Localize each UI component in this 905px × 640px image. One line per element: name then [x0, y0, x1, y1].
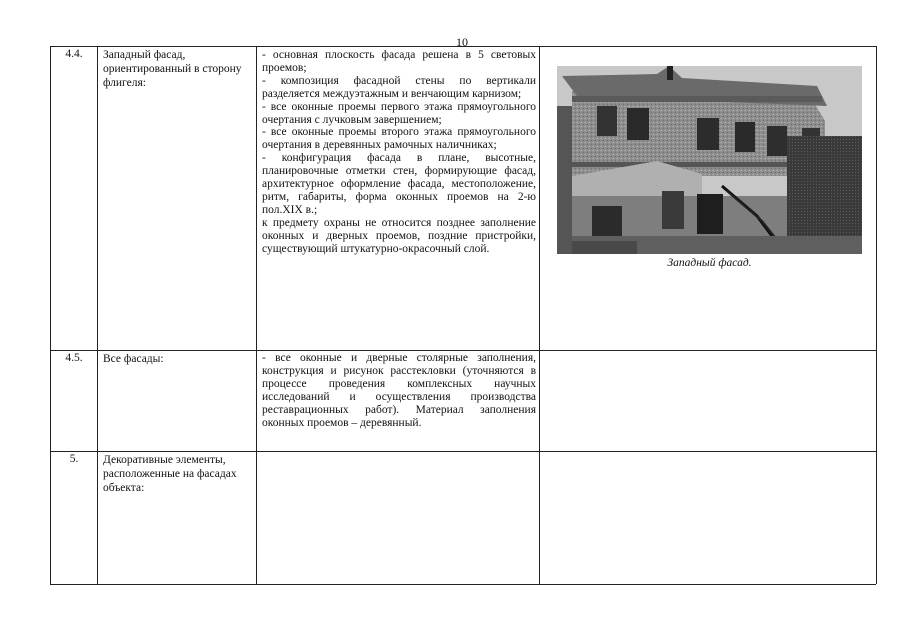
- row-divider: [50, 451, 876, 452]
- row-description: [262, 49, 536, 256]
- description-item: - конфигурация фасада в плане, высотные, планировочные отметки стен, формирующие фасад, архитектурное оформление фасада, местоположение, ритм, габариты, форма оконных проемов на 2-ю пол.XIX в.;: [262, 152, 536, 216]
- photo-caption: Западный фасад.: [667, 257, 752, 269]
- description-item: - все оконные проемы первого этажа прямоугольного очертания с лучковым завершением;: [262, 100, 536, 126]
- row-divider: [50, 350, 876, 351]
- column-divider: [539, 46, 540, 584]
- column-divider: [97, 46, 98, 584]
- description-item: к предмету охраны не относится позднее заполнение оконных и дверных проемов, поздние пристройки, существующий штукатурно-окрасочный слой.: [262, 216, 536, 255]
- row-number: 4.4.: [65, 48, 83, 60]
- table-border-left: [50, 46, 51, 584]
- row-title: Западный фасад, ориентированный в сторону флигеля:: [103, 49, 242, 89]
- row-number: 4.5.: [65, 352, 83, 364]
- description-item: - основная плоскость фасада решена в 5 световых проемов;: [262, 49, 536, 74]
- row-title: Декоративные элементы, расположенные на фасадах объекта:: [103, 454, 237, 494]
- row-number: 5.: [69, 453, 79, 465]
- west-facade-photo: [557, 66, 862, 254]
- row-description: [262, 352, 536, 429]
- description-item: - все оконные проемы второго этажа прямоугольного очертания в деревянных рамочных наличниках;: [262, 126, 536, 152]
- table-border-bottom: [50, 584, 876, 585]
- page-number: 10: [456, 35, 468, 49]
- row-title: Все фасады:: [103, 353, 164, 365]
- description-item: - все оконные и дверные столярные заполнения, конструкция и рисунок расстекловки (уточняются в процессе проведения комплексных научных исследований и осуществления производства реставрационных работ). Материал заполнения оконных проемов – деревянный.: [262, 352, 536, 429]
- column-divider: [256, 46, 257, 584]
- description-item: - композиция фасадной стены по вертикали разделяется междуэтажным и венчающим карнизом;: [262, 74, 536, 100]
- table-border-right: [876, 46, 877, 584]
